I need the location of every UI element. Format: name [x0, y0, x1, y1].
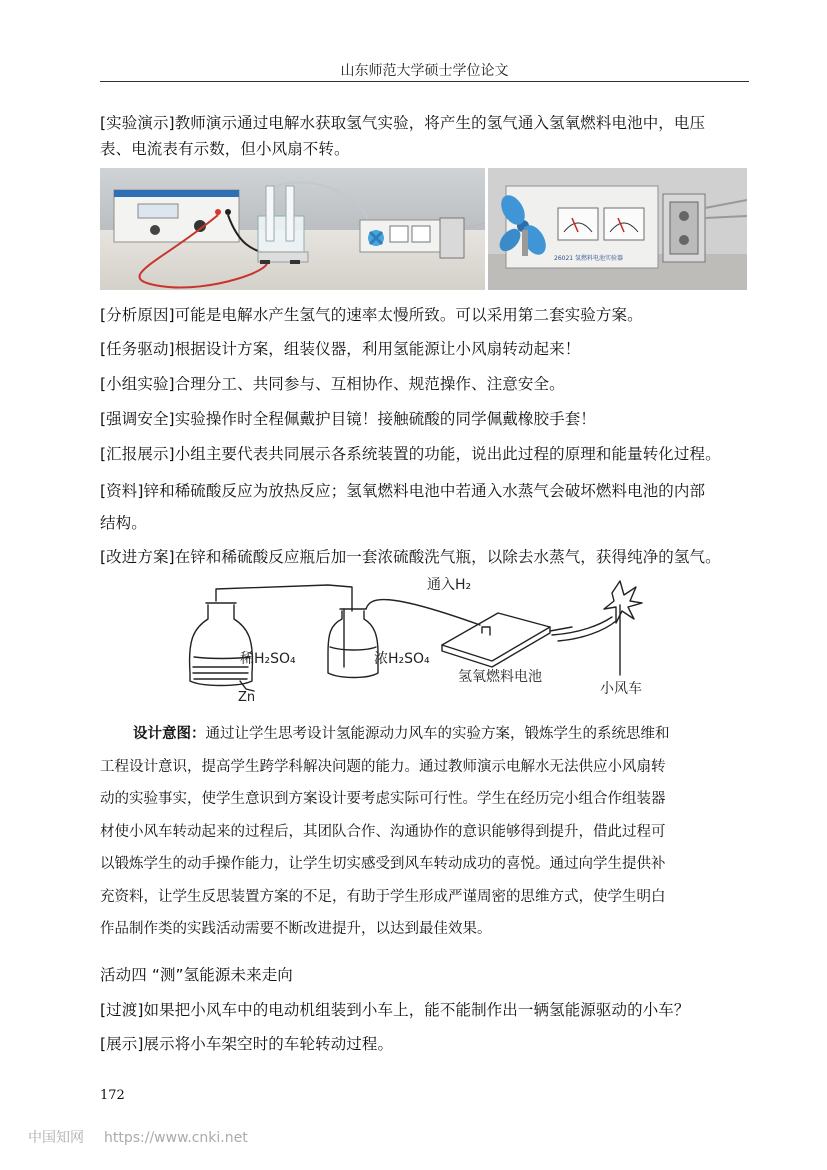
- paragraph-report: [汇报展示]小组主要代表共同展示各系统装置的功能，说出此过程的原理和能量转化过程。: [100, 445, 721, 463]
- paragraph-task: [任务驱动]根据设计方案，组装仪器，利用氢能源让小风扇转动起来！: [100, 340, 581, 358]
- design-line: 充资料，让学生反思装置方案的不足，有助于学生形成严谨周密的思维方式，使学生明白: [100, 888, 666, 905]
- watermark-url: https://www.cnki.net: [104, 1130, 248, 1146]
- design-line: 通过让学生思考设计氢能源动力风车的实验方案，锻炼学生的系统思维和: [205, 726, 670, 742]
- activity-heading: 活动四 “测”氢能源未来走向: [100, 966, 293, 984]
- paragraph-safety: [强调安全]实验操作时全程佩戴护目镜！接触硫酸的同学佩戴橡胶手套！: [100, 410, 596, 428]
- paragraph-demo-line2: 表、电流表有示数，但小风扇不转。: [100, 140, 350, 158]
- label-fuel-cell: 氢氧燃料电池: [458, 669, 542, 685]
- design-line: 作品制作类的实践活动需要不断改进提升，以达到最佳效果。: [100, 921, 492, 937]
- paragraph-analysis: [分析原因]可能是电解水产生氢气的速率太慢所致。可以采用第二套实验方案。: [100, 306, 643, 324]
- photo-electrolysis-setup: [100, 168, 485, 290]
- apparatus-sketch: [180, 573, 690, 703]
- watermark: [28, 1127, 248, 1147]
- paragraph-demo-line1: [实验演示]教师演示通过电解水获取氢气实验，将产生的氢气通入氢氧燃料电池中，电压: [100, 114, 706, 132]
- design-line: 以锻炼学生的动手操作能力，让学生切实感受到风车转动成功的喜悦。通过向学生提供补: [100, 856, 666, 872]
- design-line: 材使小风车转动起来的过程后，其团队合作、沟通协作的意识能够得到提升，借此过程可: [100, 823, 666, 840]
- label-inlet-h2: 通入H₂: [427, 577, 472, 593]
- page-number: 172: [100, 1088, 125, 1103]
- header-rule: [100, 81, 749, 82]
- paragraph-data-line2: 结构。: [100, 514, 147, 532]
- design-line: 动的实验事实，使学生意识到方案设计要考虑实际可行性。学生在经历完小组合作组装器: [100, 791, 666, 807]
- label-conc-h2so4: 浓H₂SO₄: [374, 651, 430, 667]
- label-dilute-h2so4: 稀H₂SO₄: [240, 651, 296, 667]
- device-label: 26021 氢燃料电池实验器: [554, 255, 623, 262]
- label-zinc: Zn: [238, 690, 256, 703]
- paragraph-show: [展示]展示将小车架空时的车轮转动过程。: [100, 1035, 394, 1053]
- paragraph-group-experiment: [小组实验]合理分工、共同参与、互相协作、规范操作、注意安全。: [100, 375, 565, 393]
- design-line: 工程设计意识，提高学生跨学科解决问题的能力。通过教师演示电解水无法供应小风扇转: [100, 758, 666, 775]
- photo-fuel-cell-closeup: [488, 168, 747, 290]
- design-intention: [100, 718, 750, 946]
- watermark-brand: 中国知网: [28, 1130, 84, 1146]
- paragraph-transition: [过渡]如果把小风车中的电动机组装到小车上，能不能制作出一辆氢能源驱动的小车？: [100, 1001, 690, 1019]
- paragraph-improvement: [改进方案]在锌和稀硫酸反应瓶后加一套浓硫酸洗气瓶，以除去水蒸气，获得纯净的氢气。: [100, 548, 721, 566]
- paragraph-data-line1: [资料]锌和稀硫酸反应为放热反应；氢氧燃料电池中若通入水蒸气会破坏燃料电池的内部: [100, 482, 706, 500]
- running-header: 山东师范大学硕士学位论文: [340, 63, 509, 79]
- design-heading: 设计意图：: [133, 725, 206, 742]
- label-pinwheel: 小风车: [600, 681, 642, 697]
